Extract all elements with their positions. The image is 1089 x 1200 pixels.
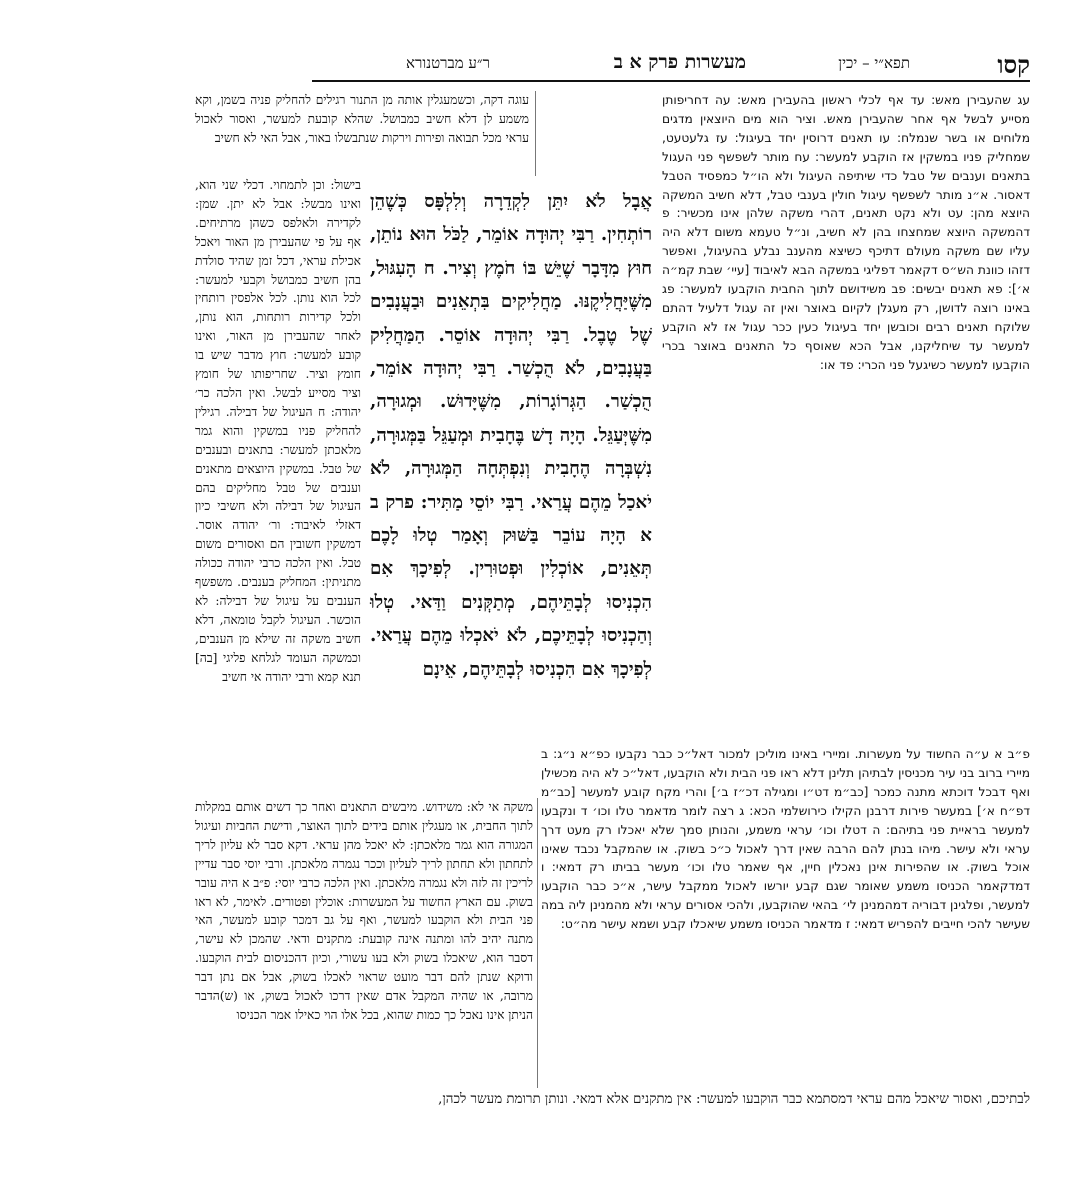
mishnah-text-column bbox=[370, 185, 652, 741]
tifereth-bottom-text: פ״ב א ע״ה החשוד על מעשרות. ומיירי באינו מוליכן למכור דאל״כ כבר נקבעו כפ״א נ״ג: ב מיירי ברוב בני עיר מכניסין לבתיהן תלינן דלא ראו פני הבית ולא הוקבעו, דאל״כ לא היה מכשילן ואף דבכל דוכתא מתנה כמכר [כב״מ דט״ו ומגילה דכ״ז ב׳] והרי מקח קובע למעשר [כב״מ דפ״ח א׳] במעשר פירות דרבנן הקילו כירושלמי הכא: ג רצה לומר מדאמר טלו וכו׳ ד ונקבעו למעשר בראיית פני בתיהם: ה דטלו וכו׳ עראי משמע, והנותן סמך שלא יאכלו רק מעט דרך עראי ולא עישר. מיהו בנתן להם הרבה שאין דרך לאכול כ״כ בשוק. או שהמקבל נכבד שאינו אוכל בשוק. או שהפירות אינן נאכלין חיין, אף שאמר טלו וכו׳ מעשר בביתו רק דמאי: ו דמדקאמר הכניסו משמע שאומר שגם קבע יורשו לאכול ממקבל עישר, א״כ כבר הוקבעו למעשר, ופלגינן דבוריה דמהמנינן לי׳ בהאי שהוקבעו, ולהכי אסורים עראי ולא מהמנינן ליה במה שעישר להכי חייבים להפריש דמאי: ז מדאמר הכניסו משמע שיאכלו קבע ושמא עישר מה״ט: bbox=[541, 747, 1030, 932]
page-header bbox=[312, 50, 1030, 80]
commentary-label-left: ר״ע מברטנורא bbox=[406, 54, 490, 72]
bartenura-bottom bbox=[195, 798, 533, 1088]
bartenura-footer-line bbox=[195, 1090, 1030, 1112]
bartenura-foot-text: לבתיכם, ואסור שיאכל מהם עראי דמסתמא כבר הוקבעו למעשר: אין מתקנים אלא דמאי. ונותן תרומת מעשר לכהן, bbox=[438, 1092, 1030, 1107]
tifereth-yisrael-bottom bbox=[541, 745, 1030, 1085]
commentary-label-right: תפא״י – יכין bbox=[838, 54, 910, 72]
bartenura-middle bbox=[195, 176, 361, 796]
header-rule bbox=[312, 80, 1030, 82]
page-number: קסו bbox=[997, 50, 1030, 79]
mishnah-text: אֲבָל לֹא יִתֵּן לִקְדֵרָה וְלִלְפָּס כְּשֶׁהֵן רוֹתְחִין. רַבִּי יְהוּדָה אוֹמֵר, לַכֹּל הוּא נוֹתֵן, חוּץ מִדָּבָר שֶׁיֵּשׁ בּוֹ חֹמֶץ וְצִיר. ח הָעִגּוּל, מִשֶּׁיַּחֲלִיקֶנּוּ. מַחֲלִיקִים בִּתְאֵנִים וּבַעֲנָבִים שֶׁל טֶבֶל. רַבִּי יְהוּדָה אוֹסֵר. הַמַּחֲלִיק בַּעֲנָבִים, לֹא הֻכְשַׁר. רַבִּי יְהוּדָה אוֹמֵר, הֻכְשַׁר. הַגְּרוֹגָרוֹת, מִשֶּׁיָּדוּשׁ. וּמְגוּרָה, מִשֶּׁיְּעַגֵּל. הָיָה דָשׁ בֶּחָבִית וּמְעַגֵּל בַּמְּגוּרָה, נִשְׁבְּרָה הֶחָבִית וְנִפְתְּחָה הַמְּגוּרָה, לֹא יֹאכַל מֵהֶם עֲרַאי. רַבִּי יוֹסֵי מַתִּיר: פרק ב א הָיָה עוֹבֵר בַּשּׁוּק וְאָמַר טְלוּ לָכֶם תְּאֵנִים, אוֹכְלִין וּפְטוּרִין. לְפִיכָךְ אִם הִכְנִיסוּ לְבָתֵּיהֶם, מְתַקְּנִים וַדַּאי. טְלוּ וְהַכְנִיסוּ לְבָתֵּיכֶם, לֹא יֹאכְלוּ מֵהֶם עֲרַאי. לְפִיכָךְ אִם הִכְנִיסוּ לְבָתֵּיהֶם, אֵינָם bbox=[370, 191, 652, 680]
bartenura-top bbox=[195, 91, 529, 176]
column-divider-top bbox=[535, 91, 536, 176]
column-divider-bottom bbox=[537, 798, 538, 1088]
tractate-chapter-title: מעשרות פרק א ב bbox=[613, 51, 746, 73]
bartenura-bottom-text: משקה אי לא: משידוש. מיבשים התאנים ואחר כך דשים אותם במקלות לתוך החבית, או מעגלין אותם בידים לתוך האוצר, ודישת החביות ועיגול המגורה הוא גמר מלאכתן: לא יאכל מהן עראי. דקא סבר לא עליון לריך לתחתון ולא תחתון לריך לעליון וככר נגמרה מלאכתן. ורבי יוסי סבר עדיין לריכין זה לזה ולא נגמרה מלאכתן. ואין הלכה כרבי יוסי: פ״ב א היה עובר בשוק. עם הארץ החשוד על המעשרות: אוכלין ופטורים. לאימר, לא ראו פני הבית ולא הוקבעו למעשר, ואף על גב דמכר קובע למעשר, האי מתנה יהיב להו ומתנה אינה קובעת: מתקנים ודאי. שהמכן לא עישר, דסבר הוא, שיאכלו בשוק ולא בעו עשורי, וכיון דהכניסום לבית הוקבעו. ודוקא שנתן להם דבר מועט שראוי לאכלו בשוק, אבל אם נתן דבר מרובה, או שהיה המקבל אדם שאין דרכו לאכול בשוק, או (ש)הדבר הניתן אינו נאכל כך כמות שהוא, בכל אלו הוי כאילו אמר הכניסו bbox=[195, 800, 533, 1022]
tifereth-top-text: עג שהעבירן מאש: עד אף לכלי ראשון בהעבירן מאש: עה דחריפותן מסייע לבשל אף אחר שהעבירן מאש. וציר הוא מים היוצאין מדגים מלוחים או בשר שנמלח: עו תאנים דרוסין יחד בעיגול: עז גלעטעט, שמחליק פניו במשקין אז הוקבע למעשר: עח מותר לשפשף פני העגול בתאנים וענבים של טבל כדי שיתיפה העיגול ולא הו״ל כמפסיד הטבל דאסור. א״נ מותר לשפשף עיגול חולין בענבי טבל, דלא חשיב המשקה היוצא מהן: עט ולא נקט תאנים, דהרי משקה שלהן אינו מכשיר: פ דהמשקה היוצא שמחצחו בהן לא חשיב, ונ״ל טעמא משום דלא היה עליו שם משקה מעולם דתיכף כשיצא מהענב נבלע בהעיגול, ואפשר דזהו כוונת הש״ס דקאמר דפליגי במשקה הבא לאיבוד [עיי׳ שבת קמ״ה א׳]: פא תאנים יבשים: פב משידושם לתוך החבית הוקבעו למעשר: פג באינו רוצה לדושן, רק מעגלן לקיום באוצר ואין זה עגול דלעיל דהתם שלוקח תאנים רבים וכובשן יחד בעיגול כעין ככר עגול אז לא הוקבע למעשר עד שיחליקנו, אבל הכא שאוסף כל התאנים באוצר בכרי הוקבעו למעשר כשיגעל פני הכרי: פד או: bbox=[662, 93, 1030, 372]
tifereth-yisrael-top-full bbox=[662, 91, 1030, 372]
bartenura-mid-text: בישול: וכן לתמחוי. דכלי שני הוא, ואינו מבשל: אבל לא יתן. שמן: לקדירה ולאלפס כשהן מרתיחים. אף על פי שהעבירן מן האור ויאכל אכילת עראי, דכל זמן שהיד סולדת בהן חשיב כמבושל וקבעי למעשר: לכל הוא נותן. לכל אלפסין רותחין ולכל קדירות רותחות, הוא נותן, לאחר שהעבירן מן האור, ואינו קובע למעשר: חוץ מדבר שיש בו חומץ וציר. שחריפותו של חומץ וציר מסייע לבשל. ואין הלכה כר׳ יהודה: ח העיגול של דבילה. רגילין להחליק פניו במשקין והוא גמר מלאכתן למעשר: בתאנים ובענבים של טבל. במשקין היוצאים מתאנים וענבים של טבל מחליקים בהם העיגול של דבילה ולא חשיבי כיון דאזלי לאיבוד: ור׳ יהודה אוסר. דמשקין חשובין הם ואסורים משום טבל. ואין הלכה כרבי יהודה ככולה מתניתין: המחליק בענבים. משפשף הענבים על עיגול של דבילה: לא הוכשר. העיגול לקבל טומאה, דלא חשיב משקה זה שילא מן הענבים, וכמשקה העומד לגלחא פליגי [בה] תנא קמא ורבי יהודה אי חשיב bbox=[195, 178, 361, 684]
bartenura-top-text: עוגה דקה, וכשמעגלין אותה מן התנור רגילים להחליק פניה בשמן, וקא משמע לן דלא חשיב כמבושל. שהלא קובעת למעשר, ואסור לאכול עראי מכל תבואה ופירות וירקות שנתבשלו באור, אבל האי לא חשיב bbox=[195, 93, 529, 145]
